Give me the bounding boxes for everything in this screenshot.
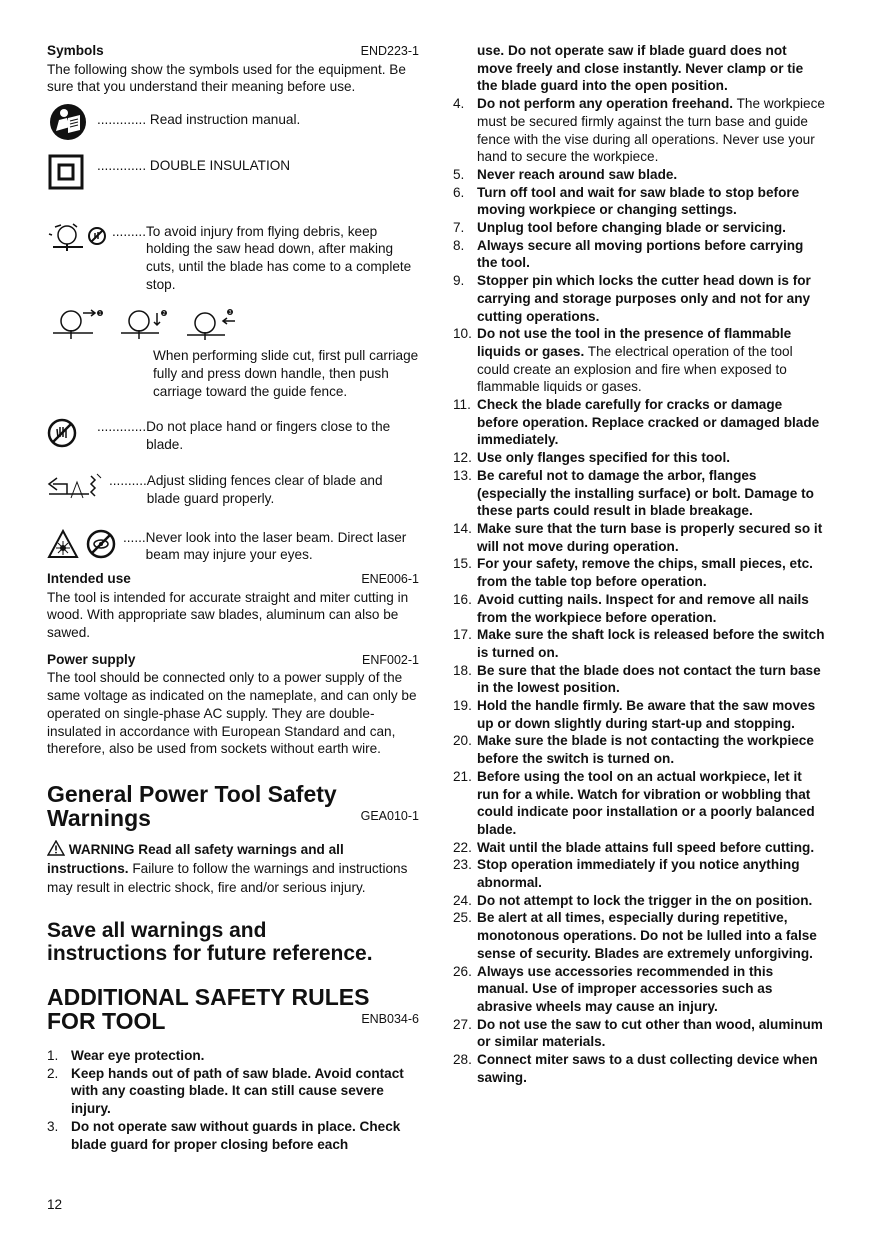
rule-bold-text: Always secure all moving portions before carrying the tool.: [477, 237, 804, 271]
rule-bold-text: Be alert at all times, especially during repetitive, monotonous operations. Do not be lulled into a false sense of security. Blades are extremely unforgiving.: [477, 910, 817, 961]
warning-triangle-icon: [47, 840, 65, 856]
rule-number: 11.: [453, 397, 471, 413]
rule-item: [453, 219, 825, 237]
rule-item: [453, 272, 825, 325]
rule-bold-text: Do not use the tool in the presence of flammable liquids or gases.: [477, 326, 792, 359]
rule-bold-text: Never reach around saw blade.: [477, 166, 678, 182]
additional-title-line1: ADDITIONAL SAFETY RULES: [47, 983, 370, 1010]
rule-number: 18.: [453, 662, 472, 678]
rules-list-left: [47, 1047, 419, 1153]
left-column: [47, 42, 419, 1153]
rule-bold-text: Always use accessories recommended in this manual. Use of improper accessories such as abrasive wheels may cause an injury.: [477, 963, 774, 1014]
rule-number: 21.: [453, 768, 472, 784]
rule-item: [453, 856, 825, 891]
rule-number: 1.: [47, 1047, 59, 1063]
slide-cut-steps-icon: [47, 303, 419, 341]
symbols-header: [47, 42, 419, 61]
rule-number: 8.: [453, 237, 465, 253]
rule-item: [453, 591, 825, 626]
power-supply-section: [47, 651, 419, 758]
intended-use-code: ENE006-1: [361, 571, 419, 586]
rule-item: [453, 184, 825, 219]
rule-item: [47, 1065, 419, 1118]
rule-number: 25.: [453, 910, 472, 926]
general-safety-title-line1: General Power Tool Safety: [47, 780, 337, 807]
sliding-fence-icon: [47, 472, 109, 509]
right-column: [453, 42, 825, 1086]
symbol-dots: ......: [123, 529, 146, 545]
rule-item: [453, 1051, 825, 1086]
rule-number: 19.: [453, 698, 472, 714]
symbol-row-double-insulation: [47, 153, 419, 196]
symbol-text-double-insulation: DOUBLE INSULATION: [149, 157, 291, 173]
additional-rules-section: [47, 985, 419, 1033]
rule-number: 9.: [453, 273, 465, 289]
symbol-text-slide-cut: When performing slide cut, first pull carriage fully and press down handle, then push carriage toward the guide fence.: [153, 348, 419, 399]
rule-item: [453, 467, 825, 520]
rule-number: 24.: [453, 892, 472, 908]
symbols-title: Symbols: [47, 43, 104, 58]
rule-item: [453, 839, 825, 857]
rule-item: [453, 626, 825, 661]
rule-item: [453, 325, 825, 396]
rule-bold-text: Do not use the saw to cut other than wood, aluminum or similar materials.: [477, 1016, 823, 1050]
step-label-1: 1: [98, 311, 102, 318]
rule-number: 28.: [453, 1052, 472, 1068]
rule-bold-text: use. Do not operate saw if blade guard does not move freely and close instantly. Never clamp or tie the blade guard into the open position.: [477, 43, 804, 94]
rule-bold-text: Make sure the blade is not contacting the workpiece before the switch is turned on.: [477, 733, 814, 767]
rule-bold-text: Connect miter saws to a dust collecting device when sawing.: [477, 1052, 818, 1085]
symbol-row-no-hands: [47, 418, 419, 453]
rule-bold-text: Before using the tool on an actual workpiece, let it run for a while. Watch for vibration or wobbling that could indicate poor installation or a poorly balanced blade.: [477, 768, 815, 837]
rules-list-right: [453, 42, 825, 1086]
intended-use-section: [47, 570, 419, 642]
symbol-dots: ..........: [109, 472, 147, 488]
symbol-text-sliding-fence: Adjust sliding fences clear of blade and blade guard properly.: [146, 472, 383, 506]
page-number: 12: [47, 1197, 63, 1212]
rule-bold-text: Make sure that the turn base is properly secured so it will not move during operation.: [477, 520, 823, 554]
symbol-row-sliding-fence: [47, 472, 419, 509]
rule-bold-text: Do not operate saw without guards in place. Check blade guard for proper closing before each: [71, 1118, 401, 1152]
rule-bold-text: For your safety, remove the chips, small pieces, etc. from the table top before operation.: [477, 556, 813, 590]
symbol-row-laser: [47, 529, 419, 564]
rule-item: [453, 396, 825, 449]
rule-number: [453, 42, 477, 95]
intended-use-text: The tool is intended for accurate straight and miter cutting in wood. With appropriate saw blades, aluminum can also be sawed.: [47, 589, 409, 641]
rule-item: [453, 520, 825, 555]
rule-bold-text: Use only flanges specified for this tool.: [477, 450, 731, 466]
rule-item: [453, 732, 825, 767]
symbols-code: END223-1: [360, 44, 419, 58]
rule-number: 22.: [453, 839, 472, 855]
rule-number: 5.: [453, 166, 465, 182]
rule-bold-text: Avoid cutting nails. Inspect for and remove all nails from the workpiece before operation.: [477, 591, 809, 625]
save-heading-line2: instructions for future reference.: [47, 941, 373, 965]
rule-number: 2.: [47, 1065, 59, 1081]
rule-number: 7.: [453, 220, 465, 236]
rule-bold-text: Stopper pin which locks the cutter head down is for carrying and storage purposes only and not for any cutting operations.: [477, 273, 811, 324]
rule-item: [453, 42, 825, 95]
rule-item: [453, 909, 825, 962]
additional-code: ENB034-6: [361, 1012, 419, 1027]
rule-item: [453, 555, 825, 590]
rule-number: 10.: [453, 326, 472, 342]
saw-head-down-icon: [47, 223, 112, 258]
rule-number: 17.: [453, 627, 472, 643]
power-supply-title: Power supply: [47, 651, 136, 667]
rule-number: 27.: [453, 1016, 472, 1032]
rule-number: 15.: [453, 556, 472, 572]
rule-number: 20.: [453, 733, 472, 749]
intended-use-title: Intended use: [47, 570, 131, 586]
rule-text: The workpiece must be secured firmly against the turn base and guide fence with the vise during all operations. Never use your hand to secure the workpiece.: [477, 96, 825, 165]
rule-item: [453, 95, 825, 166]
symbol-dots: .........: [112, 223, 146, 239]
save-warnings-heading: [47, 919, 419, 965]
rule-bold-text: Hold the handle firmly. Be aware that the saw moves up or down slightly during start-up and stopping.: [477, 698, 816, 731]
rule-item: [453, 1016, 825, 1051]
rule-bold-text: Unplug tool before changing blade or servicing.: [477, 220, 786, 236]
general-safety-warning: [47, 840, 419, 897]
symbol-dots: .............: [97, 157, 150, 173]
symbols-intro: The following show the symbols used for the equipment. Be sure that you understand their meaning before use.: [47, 61, 406, 95]
rule-number: 6.: [453, 184, 465, 200]
no-hands-icon: [47, 418, 97, 453]
rule-number: 26.: [453, 963, 472, 979]
rule-item: [47, 1047, 419, 1065]
symbol-dots: .............: [97, 419, 147, 435]
power-supply-text: The tool should be connected only to a power supply of the same voltage as indicated on the nameplate, and can only be operated on single-phase AC supply. They are double-insulated in accordance with European Standard and can, therefore, also be used from sockets without earth wire.: [47, 670, 417, 757]
rule-bold-text: Turn off tool and wait for saw blade to stop before moving workpiece or changing settings.: [477, 184, 800, 218]
general-safety-warning-bold: WARNING Read all safety warnings and all instructions.: [47, 841, 344, 876]
rule-item: [453, 963, 825, 1016]
power-supply-header: [47, 651, 419, 670]
read-manual-icon: [47, 103, 97, 146]
symbol-row-saw-head-down: [47, 223, 419, 294]
rule-bold-text: Be sure that the blade does not contact the turn base in the lowest position.: [477, 662, 821, 696]
symbol-text-no-hands: Do not place hand or fingers close to the blade.: [146, 419, 391, 453]
symbol-text-read-manual: Read instruction manual.: [149, 112, 301, 128]
step-label-3: 3: [228, 310, 232, 317]
double-insulation-icon: [47, 153, 97, 196]
symbol-text-laser: Never look into the laser beam. Direct laser beam may injure your eyes.: [145, 529, 407, 563]
rule-number: 14.: [453, 520, 472, 536]
rule-bold-text: Wear eye protection.: [71, 1047, 205, 1063]
laser-warning-icon: [47, 529, 123, 559]
symbol-dots: .............: [97, 112, 150, 128]
rule-bold-text: Do not perform any operation freehand.: [477, 96, 734, 112]
rule-item: [453, 166, 825, 184]
rule-number: 4.: [453, 96, 465, 112]
general-safety-code: GEA010-1: [360, 809, 419, 824]
symbol-row-slide-cut: [47, 303, 419, 400]
general-safety-warning-text: Failure to follow the warnings and instructions may result in electric shock, fire and/or serious injury.: [47, 860, 408, 895]
symbol-text-saw-head-down: To avoid injury from flying debris, keep holding the saw head down, after making cuts, until the blade has come to a complete stop.: [146, 223, 412, 292]
rule-bold-text: Make sure the shaft lock is released before the switch is turned on.: [477, 627, 825, 660]
rule-item: [453, 449, 825, 467]
rule-item: [453, 697, 825, 732]
intended-use-header: [47, 570, 419, 589]
rule-number: 23.: [453, 857, 472, 873]
power-supply-code: ENF002-1: [362, 652, 419, 667]
general-safety-section: [47, 782, 419, 897]
rule-text: The electrical operation of the tool could create an explosion and fire when exposed to flammable liquids or gases.: [477, 343, 793, 395]
rule-number: 16.: [453, 591, 472, 607]
rule-bold-text: Keep hands out of path of saw blade. Avoid contact with any coasting blade. It can still cause severe injury.: [71, 1065, 404, 1117]
rule-bold-text: Check the blade carefully for cracks or damage before operation. Replace cracked or damaged blade immediately.: [477, 397, 820, 448]
rule-bold-text: Be careful not to damage the arbor, flanges (especially the installing surface) or bolt. Damage to these parts could result in blade breakage.: [477, 467, 814, 519]
step-label-2: 2: [162, 311, 166, 318]
rule-item: [453, 662, 825, 697]
rule-item: [453, 892, 825, 910]
rule-bold-text: Stop operation immediately if you notice anything abnormal.: [477, 857, 800, 891]
rule-number: 13.: [453, 467, 472, 483]
rule-number: 3.: [47, 1118, 59, 1134]
save-heading-line1: Save all warnings and: [47, 918, 267, 942]
general-safety-title-line2: Warnings: [47, 804, 151, 831]
rule-item: [47, 1118, 419, 1153]
rule-item: [453, 237, 825, 272]
rule-bold-text: Wait until the blade attains full speed before cutting.: [477, 839, 815, 855]
symbol-row-read-manual: [47, 103, 419, 146]
additional-title-line2: FOR TOOL: [47, 1007, 166, 1034]
rule-number: 12.: [453, 450, 472, 466]
rule-bold-text: Do not attempt to lock the trigger in the on position.: [477, 892, 813, 908]
rule-item: [453, 768, 825, 839]
